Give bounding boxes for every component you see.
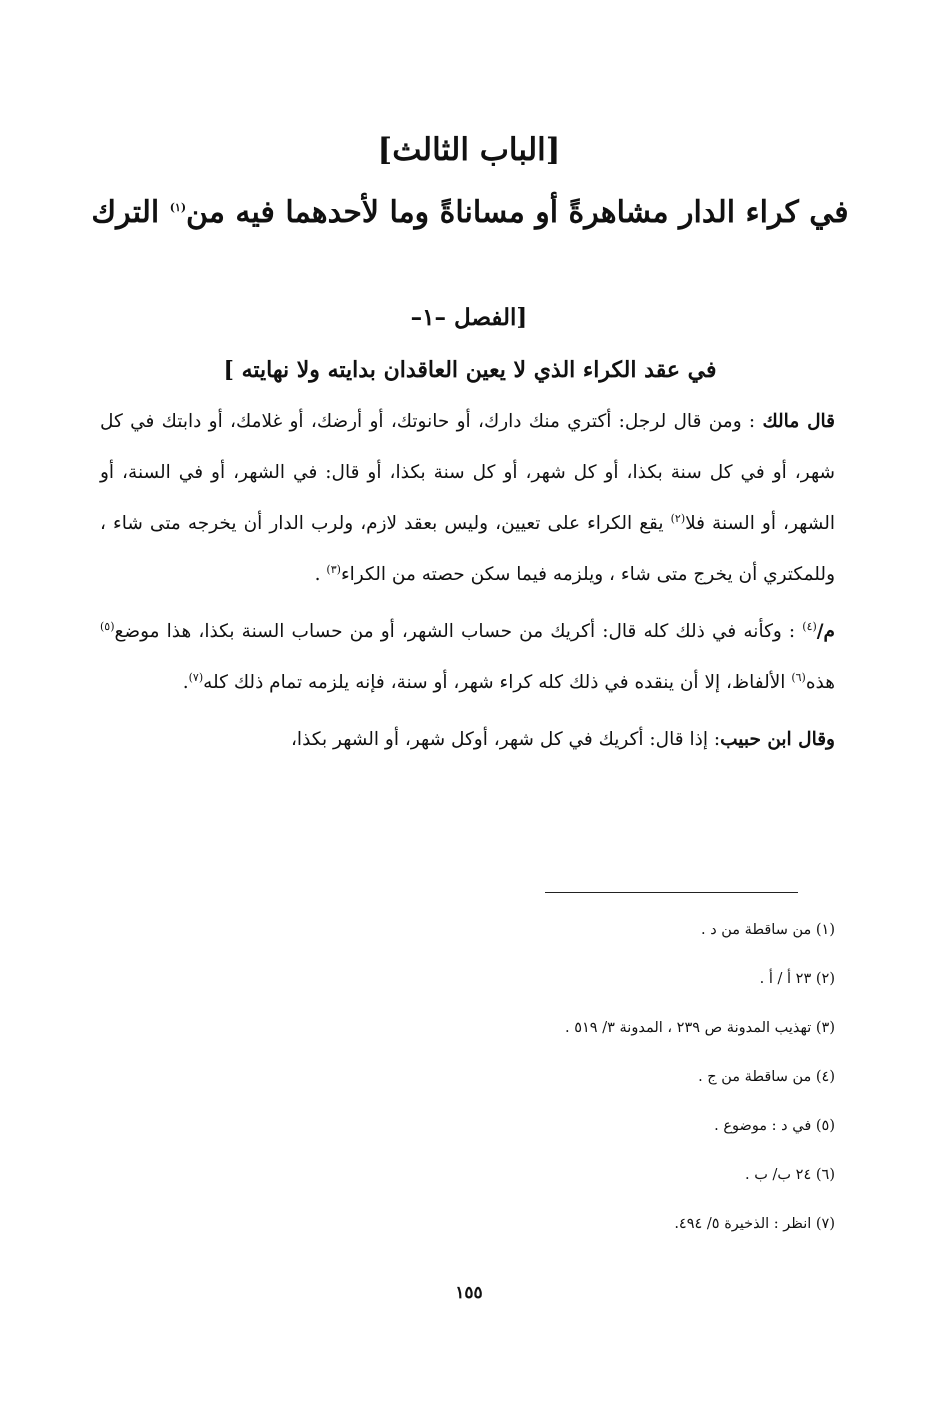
commentary-marker: م/ xyxy=(816,621,835,642)
footnote-ref-4: (٤) xyxy=(802,619,817,633)
section-title: [الفصل –١– xyxy=(410,304,528,331)
paragraph-text: . xyxy=(182,672,189,693)
footnote-7: (٧) انظر : الذخيرة ٥/ ٤٩٤. xyxy=(674,1216,835,1232)
body-text xyxy=(100,396,835,771)
speaker-ibn-habib: وقال ابن حبيب xyxy=(720,729,835,750)
paragraph-commentary xyxy=(100,606,835,708)
paragraph-text: : ومن قال لرجل: أكتري منك دارك، أو حانوتك، أو أرضك، أو غلامك، أو دابتك في كل شهر، أو في كل سنة بكذا، أو كل شهر، أو كل سنة بكذا، أو قال: في الشهر، أو في السنة، أو الشهر، أو السنة فلا xyxy=(100,411,835,534)
footnote-4: (٤) من ساقطة من ج . xyxy=(698,1069,835,1085)
chapter-subtitle-end: الترك xyxy=(91,195,170,230)
speaker-malik: قال مالك xyxy=(762,411,835,432)
paragraph-text: الألفاظ، إلا أن ينقده في ذلك كله كراء شهر، أو سنة، فإنه يلزمه تمام ذلك كله xyxy=(203,672,792,693)
paragraph-text: . xyxy=(314,564,327,585)
footnote-separator xyxy=(545,892,798,893)
footnote-ref-3: (٣) xyxy=(326,562,341,576)
footnote-ref-5: (٥) xyxy=(100,619,115,633)
footnotes xyxy=(300,906,835,1249)
footnote-ref-1: (١) xyxy=(169,201,187,214)
footnote-3: (٣) تهذيب المدونة ص ٢٣٩ ، المدونة ٣/ ٥١٩ . xyxy=(565,1020,835,1036)
footnote-2: (٢) ٢٣ أ / أ . xyxy=(759,971,835,987)
paragraph-ibn-habib xyxy=(100,714,835,765)
footnote-1: (١) من ساقطة من د . xyxy=(700,922,835,938)
footnote-5: (٥) في د : موضوع . xyxy=(714,1118,835,1134)
paragraph-text: يقع الكراء على تعيين، وليس بعقد لازم، ولرب الدار أن يخرجه متى شاء ، وللمكتري أن يخرج متى شاء ، ويلزمه فيما سكن حصته من الكراء xyxy=(100,513,835,585)
footnote-ref-2: (٢) xyxy=(670,511,686,525)
paragraph-text: هذه xyxy=(805,672,835,693)
footnote-6: (٦) ٢٤ ب/ ب . xyxy=(745,1167,835,1183)
chapter-subtitle xyxy=(90,188,850,238)
chapter-title: [الباب الثالث] xyxy=(377,132,561,168)
page-number: ١٥٥ xyxy=(455,1283,483,1303)
footnote-ref-6: (٦) xyxy=(791,670,806,684)
paragraph-text: : إذا قال: أكريك في كل شهر، أوكل شهر، أو الشهر بكذا، xyxy=(290,729,721,750)
paragraph-malik xyxy=(100,396,835,600)
chapter-subtitle-text: في كراء الدار مشاهرةً أو مساناةً وما لأحدهما فيه من xyxy=(186,195,849,230)
section-subtitle: في عقد الكراء الذي لا يعين العاقدان بدايته ولا نهايته ] xyxy=(223,357,717,383)
paragraph-text: : وكأنه في ذلك كله قال: أكريك من حساب الشهر، أو من حساب السنة بكذا، هذا موضع xyxy=(114,621,803,642)
footnote-ref-7: (٧) xyxy=(188,670,204,684)
